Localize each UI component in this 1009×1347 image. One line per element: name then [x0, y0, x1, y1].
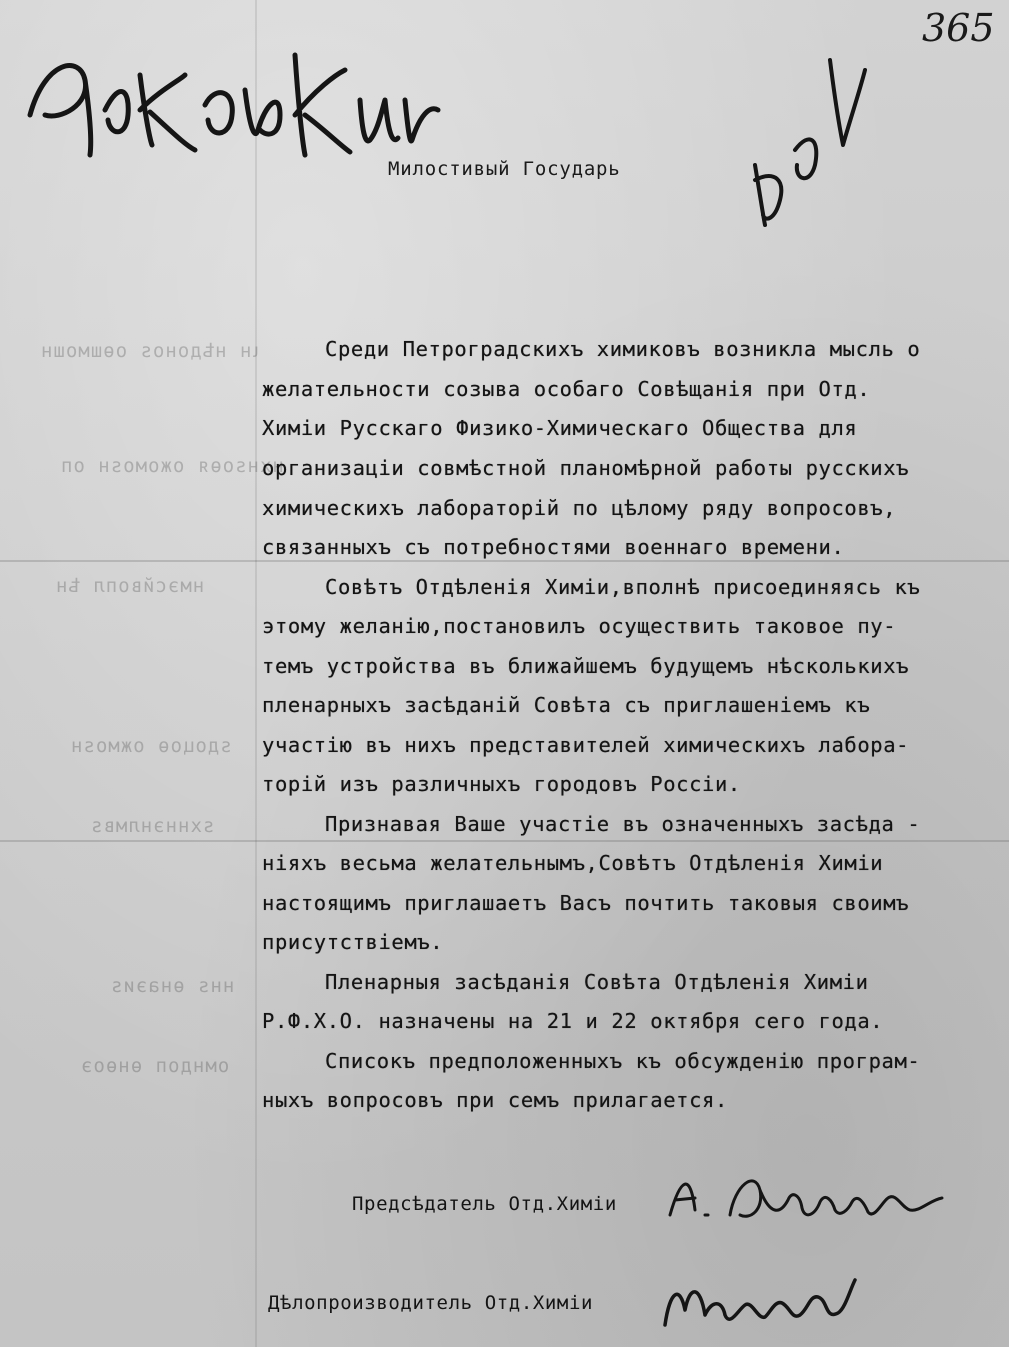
body-line: темъ устройства въ ближайшемъ будущемъ нѣсколькихъ — [262, 654, 910, 678]
fold-line — [255, 0, 257, 1347]
body-line: Совѣтъ Отдѣленія Химіи,вполнѣ присоединяясь къ — [325, 575, 921, 599]
chairman-label: Предсѣдатель Отд.Химіи — [352, 1193, 617, 1215]
body-line: настоящимъ приглашаетъ Васъ почтить таковыя своимъ — [262, 891, 910, 915]
body-line: желательности созыва особаго Совѣщанія при Отд. — [262, 377, 871, 401]
body-line: Р.Ф.Х.О. назначены на 21 и 22 октября сего года. — [262, 1009, 884, 1033]
bleed-through: ннѕ ѳнаэиѕ — [110, 975, 235, 997]
body-line: Списокъ предположенныхъ къ обсужденію програм- — [325, 1049, 921, 1073]
clerk-label: Дѣлопроизводитель Отд.Химіи — [268, 1292, 594, 1314]
bleed-through: омндоп ѳнѳоэ — [80, 1055, 230, 1077]
body-line: торій изъ различныхъ городовъ Россіи. — [262, 772, 741, 796]
body-line: участію въ нихъ представителей химическихъ лабора- — [262, 733, 910, 757]
bleed-through: ѕдоцоѳ ожмоѕн — [70, 735, 232, 757]
body-line: пленарныхъ засѣданій Совѣта съ приглашеніемъ къ — [262, 693, 871, 717]
body-line: Среди Петроградскихъ химиковъ возникла мысль о — [325, 337, 921, 361]
bleed-through: нмэсйвопл ѣн — [55, 575, 205, 597]
body-line: связанныхъ съ потребностями военнаго времени. — [262, 535, 845, 559]
fold-line — [0, 560, 1009, 562]
bleed-through: ꙇн нѣдоноѕ оѳшмошн — [40, 340, 259, 362]
chairman-signature — [660, 1160, 960, 1240]
bleed-through: ѕхннэнлмвѕ — [90, 815, 215, 837]
body-line: Химіи Русскаго Физико-Химическаго Общества для — [262, 416, 858, 440]
handwritten-name — [10, 20, 450, 170]
body-line: организаціи совмѣстной планомѣрной работы русскихъ — [262, 456, 910, 480]
body-line: Пленарныя засѣданія Совѣта Отдѣленія Химіи — [325, 970, 869, 994]
fold-line — [0, 840, 1009, 842]
clerk-signature — [650, 1265, 870, 1345]
body-line: Признавая Ваше участіе въ означенныхъ засѣда - — [325, 812, 921, 836]
bleed-through: нхнѕоѳя ожомоѕн оп — [60, 455, 284, 477]
body-line: этому желанію,постановилъ осуществить таковое пу- — [262, 614, 897, 638]
body-line: химическихъ лабораторій по цѣлому ряду вопросовъ, — [262, 496, 897, 520]
handwritten-annotation — [735, 30, 885, 230]
body-line: ніяхъ весьма желательнымъ,Совѣтъ Отдѣленія Химіи — [262, 851, 884, 875]
salutation: Милостивый Государь — [388, 158, 621, 180]
body-line: присутствіемъ. — [262, 930, 444, 954]
page-number: 365 — [922, 6, 995, 50]
body-line: ныхъ вопросовъ при семъ прилагается. — [262, 1088, 728, 1112]
